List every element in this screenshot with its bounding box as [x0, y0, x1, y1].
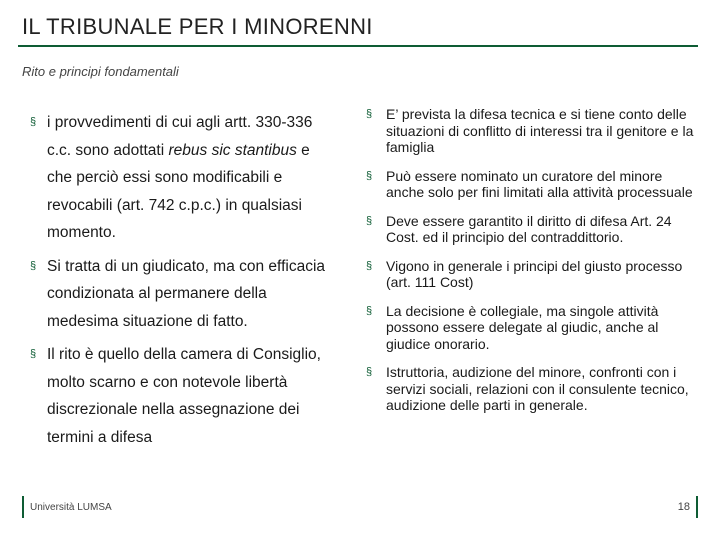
right-bullet-item: [366, 213, 696, 246]
footer-left-marker: [22, 496, 24, 518]
left-bullet-item: [30, 109, 330, 247]
bullet-text: Deve essere garantito il diritto di difesa Art. 24 Cost. ed il principio del contraddittorio.: [386, 212, 672, 245]
bullet-text: i provvedimenti di cui agli artt. 330-336 c.c. sono adottati: [47, 114, 313, 159]
right-bullet-item: [366, 258, 696, 291]
bullet-icon: §: [366, 259, 373, 272]
bullet-icon: §: [366, 169, 373, 182]
bullet-text: Può essere nominato un curatore del minore anche solo per fini limitati alla attività processuale: [386, 167, 693, 200]
left-bullet-item: [30, 253, 330, 336]
left-column: [30, 109, 330, 457]
bullet-text: Si tratta di un giudicato, ma con efficacia condizionata al permanere della medesima situazione di fatto.: [47, 257, 326, 330]
page-number: 18: [677, 501, 690, 513]
left-bullet-item: [30, 341, 330, 451]
right-bullet-item: [366, 303, 696, 353]
right-column: [366, 106, 696, 426]
bullet-text: E’ prevista la difesa tecnica e si tiene conto delle situazioni di conflitto di interessi tra il genitore e la famiglia: [386, 106, 694, 155]
footer-university: Università LUMSA: [30, 502, 112, 513]
footer-right-marker: [696, 496, 698, 518]
bullet-text: La decisione è collegiale, ma singole attività possono essere delegate al giudic, anche al giudice onorario.: [386, 302, 659, 352]
bullet-icon: §: [30, 348, 37, 360]
bullet-text: Il rito è quello della camera di Consiglio, molto scarno e con notevole libertà discrezionale nella assegnazione dei termini a difesa: [47, 346, 321, 446]
bullet-icon: §: [366, 304, 373, 317]
title-divider: [18, 45, 698, 47]
bullet-icon: §: [366, 366, 373, 378]
bullet-text: Istruttoria, audizione del minore, confronti con i servizi sociali, relazioni con il consulente tecnico, audizione delle parti in generale.: [386, 364, 689, 413]
bullet-icon: §: [30, 116, 37, 128]
slide-subtitle: Rito e principi fondamentali: [22, 64, 179, 79]
bullet-text-emphasis: rebus sic stantibus: [168, 141, 297, 159]
bullet-icon: §: [30, 259, 37, 272]
right-bullet-item: [366, 364, 696, 414]
slide-title: IL TRIBUNALE PER I MINORENNI: [22, 14, 373, 39]
right-bullet-item: [366, 168, 696, 201]
right-bullet-item: [366, 106, 696, 156]
bullet-icon: §: [366, 108, 373, 120]
bullet-icon: §: [366, 214, 373, 227]
bullet-text: e che perciò essi sono modificabili e revocabili (art. 742 c.p.c.) in qualsiasi momento.: [47, 141, 310, 241]
bullet-text: Vigono in generale i principi del giusto processo (art. 111 Cost): [386, 257, 683, 290]
